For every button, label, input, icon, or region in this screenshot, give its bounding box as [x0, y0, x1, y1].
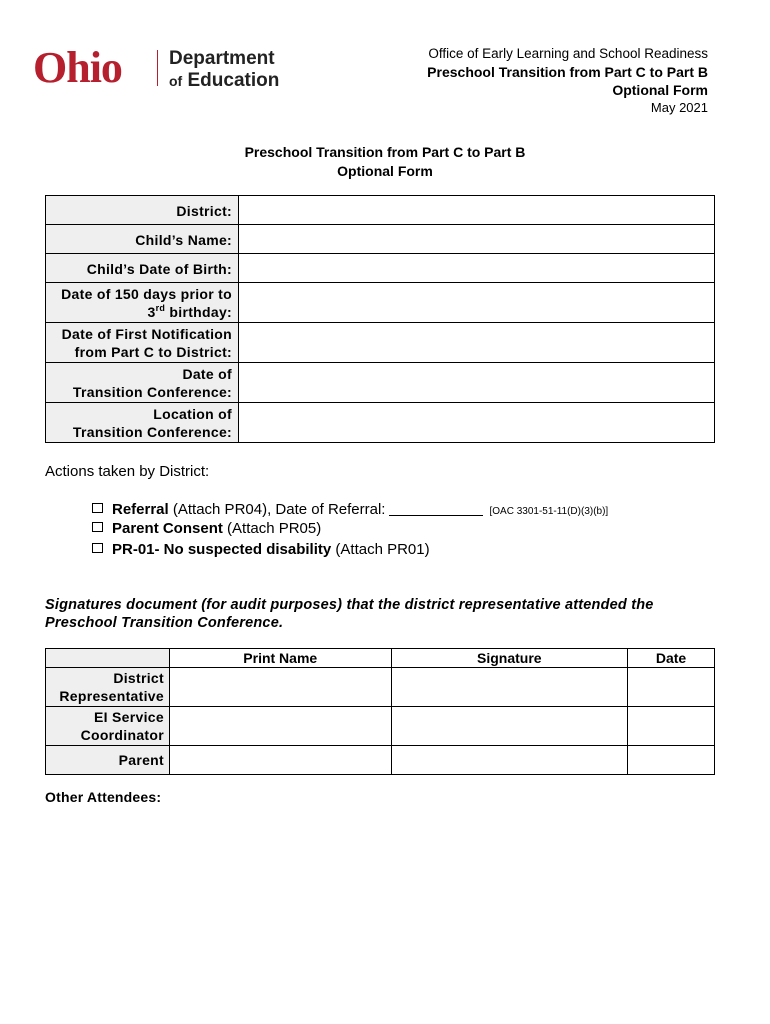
row-district	[46, 196, 715, 225]
conference-location-field[interactable]	[239, 403, 715, 443]
referral-checkbox[interactable]	[92, 503, 103, 513]
parent-label: Parent	[46, 746, 170, 775]
district-rep-label	[46, 668, 170, 707]
ei-coordinator-date-field[interactable]	[628, 707, 715, 746]
referral-label-text: (Attach PR04), Date of Referral:	[168, 501, 386, 518]
parent-consent-label-text: (Attach PR05)	[222, 520, 322, 537]
ohio-education-logo	[33, 44, 293, 92]
district-rep-date-field[interactable]	[628, 668, 715, 707]
date-150-days-field[interactable]	[239, 283, 715, 323]
date-150-line1: Date of 150 days prior to	[61, 286, 232, 302]
referral-oac-note: [OAC 3301-51-11(D)(3)(b)]	[489, 506, 609, 517]
logo-dept-line1: Department	[169, 48, 275, 69]
childs-dob-field[interactable]	[239, 254, 715, 283]
page-title-line2: Optional Form	[337, 163, 433, 179]
action-no-disability	[92, 540, 430, 559]
district-rep-signature-field[interactable]	[391, 668, 628, 707]
parent-date-field[interactable]	[628, 746, 715, 775]
logo-dept-of: of	[169, 73, 183, 89]
first-notif-line2: from Part C to District:	[74, 344, 232, 360]
referral-date-field[interactable]	[389, 502, 483, 516]
signature-note: Signatures document (for audit purposes) that the district representative attended the Preschool Transition Conference.	[45, 597, 654, 631]
no-disability-checkbox[interactable]	[92, 543, 103, 553]
row-childs-name	[46, 225, 715, 254]
ei-coordinator-line2: Coordinator	[80, 727, 164, 743]
ei-coordinator-line1: EI Service	[94, 709, 164, 725]
signature-table	[45, 648, 715, 775]
row-date-150-days	[46, 283, 715, 323]
signature-header-row	[46, 649, 715, 668]
conf-date-line2: Transition Conference:	[72, 384, 232, 400]
ei-coordinator-print-name-field[interactable]	[169, 707, 391, 746]
conf-date-line1: Date of	[182, 366, 232, 382]
referral-label-bold: Referral	[112, 501, 169, 518]
logo-dept-education: Education	[187, 70, 280, 91]
conf-loc-line1: Location of	[153, 406, 232, 422]
district-field[interactable]	[239, 196, 715, 225]
print-name-header: Print Name	[169, 649, 391, 668]
signature-row-ei-coordinator	[46, 707, 715, 746]
header-title: Preschool Transition from Part C to Part B	[427, 64, 708, 80]
date-150-line2	[50, 303, 232, 321]
district-rep-print-name-field[interactable]	[169, 668, 391, 707]
signature-header: Signature	[391, 649, 628, 668]
date-150-end: birthday:	[165, 304, 232, 320]
logo-dept-line2	[169, 70, 279, 92]
header-date: May 2021	[650, 100, 708, 115]
parent-consent-label-bold: Parent Consent	[112, 520, 223, 537]
conference-date-label	[46, 363, 239, 403]
actions-heading: Actions taken by District:	[45, 463, 210, 480]
header-subtitle: Optional Form	[612, 82, 708, 98]
childs-name-label: Child’s Name:	[46, 225, 239, 254]
ei-coordinator-label	[46, 707, 170, 746]
office-name: Office of Early Learning and School Readiness	[428, 46, 708, 61]
row-childs-dob	[46, 254, 715, 283]
action-referral	[92, 500, 608, 521]
parent-signature-field[interactable]	[391, 746, 628, 775]
no-disability-label-text: (Attach PR01)	[331, 541, 430, 558]
action-parent-consent	[92, 519, 321, 538]
signature-header-blank	[46, 649, 170, 668]
date-150-sup: rd	[155, 303, 166, 313]
date-150-num: 3	[147, 304, 156, 320]
first-notification-label	[46, 323, 239, 363]
ohio-wordmark: Ohio	[33, 43, 122, 92]
row-first-notification	[46, 323, 715, 363]
district-rep-line2: Representative	[59, 688, 164, 704]
childs-name-field[interactable]	[239, 225, 715, 254]
date-150-days-label	[46, 283, 239, 323]
signature-row-district-rep	[46, 668, 715, 707]
first-notif-line1: Date of First Notification	[61, 326, 232, 342]
conf-loc-line2: Transition Conference:	[72, 424, 232, 440]
childs-dob-label: Child’s Date of Birth:	[46, 254, 239, 283]
logo-divider	[157, 50, 158, 86]
row-conference-date	[46, 363, 715, 403]
district-rep-line1: District	[113, 670, 164, 686]
parent-consent-checkbox[interactable]	[92, 522, 103, 532]
parent-print-name-field[interactable]	[169, 746, 391, 775]
first-notification-field[interactable]	[239, 323, 715, 363]
page-title-line1: Preschool Transition from Part C to Part B	[244, 144, 526, 160]
other-attendees-label: Other Attendees:	[45, 789, 162, 805]
no-disability-label-bold: PR-01- No suspected disability	[112, 541, 332, 558]
district-label: District:	[46, 196, 239, 225]
date-header: Date	[628, 649, 715, 668]
logo-department-text	[169, 48, 279, 92]
row-conference-location	[46, 403, 715, 443]
ei-coordinator-signature-field[interactable]	[391, 707, 628, 746]
child-info-table	[45, 195, 715, 443]
document-header	[427, 45, 708, 117]
signature-row-parent	[46, 746, 715, 775]
conference-date-field[interactable]	[239, 363, 715, 403]
conference-location-label	[46, 403, 239, 443]
page-title	[0, 143, 770, 181]
